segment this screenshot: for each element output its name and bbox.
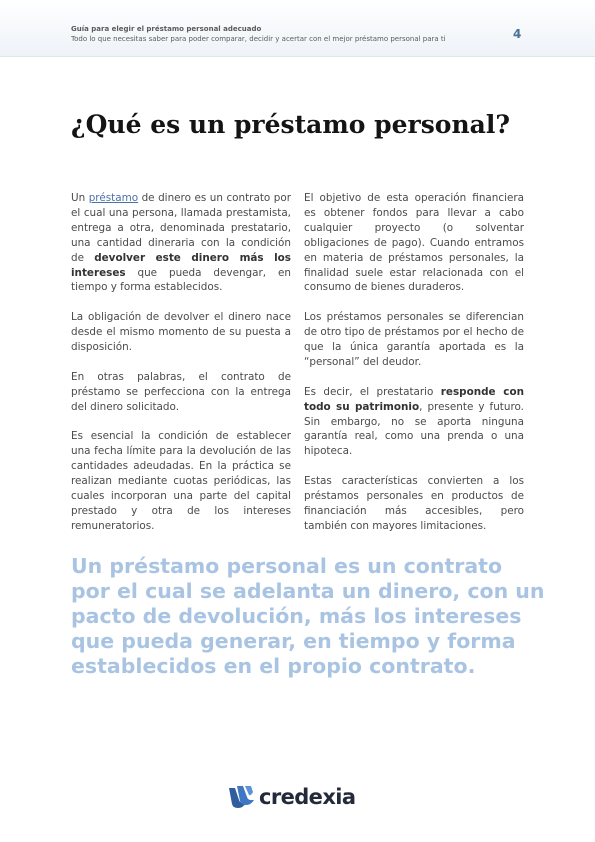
page-number: 4: [513, 27, 522, 41]
paragraph: La obligación de devolver el dinero nace desde el mismo momento de su puesta a disposición.: [71, 311, 291, 354]
pull-quote-line: establecidos en el propio contrato.: [71, 654, 476, 678]
logo-text: credexia: [259, 785, 356, 809]
paragraph: [71, 191, 291, 295]
paragraph: Estas características convierten a los préstamos personales en productos de financiación más accesibles, pero también con mayores limitaciones.: [304, 475, 524, 532]
text-span: que pueda devengar, en tiempo y forma establecidos.: [71, 266, 291, 294]
prestamo-link[interactable]: préstamo: [88, 192, 139, 204]
pull-quote: [71, 554, 545, 679]
right-column: [304, 191, 524, 549]
text-span: , presente y futuro. Sin embargo, no se aporta ninguna garantía real, como una prenda o una hipoteca.: [304, 400, 524, 458]
paragraph: En otras palabras, el contrato de préstamo se perfecciona con la entrega del dinero solicitado.: [71, 370, 291, 413]
pull-quote-line: que pueda generar, en tiempo y forma: [71, 629, 516, 653]
bold-text: responde con todo su patrimonio: [304, 385, 524, 413]
credexia-logo-icon: [228, 784, 256, 810]
page-header: [0, 0, 595, 57]
paragraph: El objetivo de esta operación financiera es obtener fondos para llevar a cabo cualquier proyecto (o solventar obligaciones de pago). Cuando entramos en materia de préstamos personales, la finalidad suele estar relacionada con el consumo de bienes duraderos.: [304, 192, 524, 294]
pull-quote-line: pacto de devolución, más los intereses: [71, 604, 522, 628]
paragraph: Es esencial la condición de establecer una fecha límite para la devolución de las cantidades adeudadas. En la práctica se realizan mediante cuotas periódicas, las cuales incorporan una parte del capital prestado y otra de los intereses remuneratorios.: [71, 430, 291, 532]
page-title: ¿Qué es un préstamo personal?: [71, 110, 510, 139]
bold-text: devolver este dinero más los intereses: [71, 251, 291, 279]
paragraph: [304, 385, 524, 460]
left-column: [71, 191, 291, 549]
paragraph: Los préstamos personales se diferencian de otro tipo de préstamos por el hecho de que la única garantía aportada es la “personal” del deudor.: [304, 311, 524, 368]
text-span: Es decir, el prestatario: [304, 385, 441, 398]
pull-quote-line: Un préstamo personal es un contrato: [71, 554, 503, 578]
text-span: Un: [71, 192, 89, 204]
header-title: Guía para elegir el préstamo personal adecuado: [71, 25, 262, 33]
credexia-logo: [228, 782, 355, 812]
pull-quote-line: por el cual se adelanta un dinero, con un: [71, 579, 545, 603]
text-span: de dinero es un contrato por el cual una persona, llamada prestamista, entrega a otra, denominada prestatario, una cantidad dineraria con la condición de: [71, 192, 291, 264]
header-subtitle: Todo lo que necesitas saber para poder comparar, decidir y acertar con el mejor préstamo personal para ti: [71, 35, 446, 43]
